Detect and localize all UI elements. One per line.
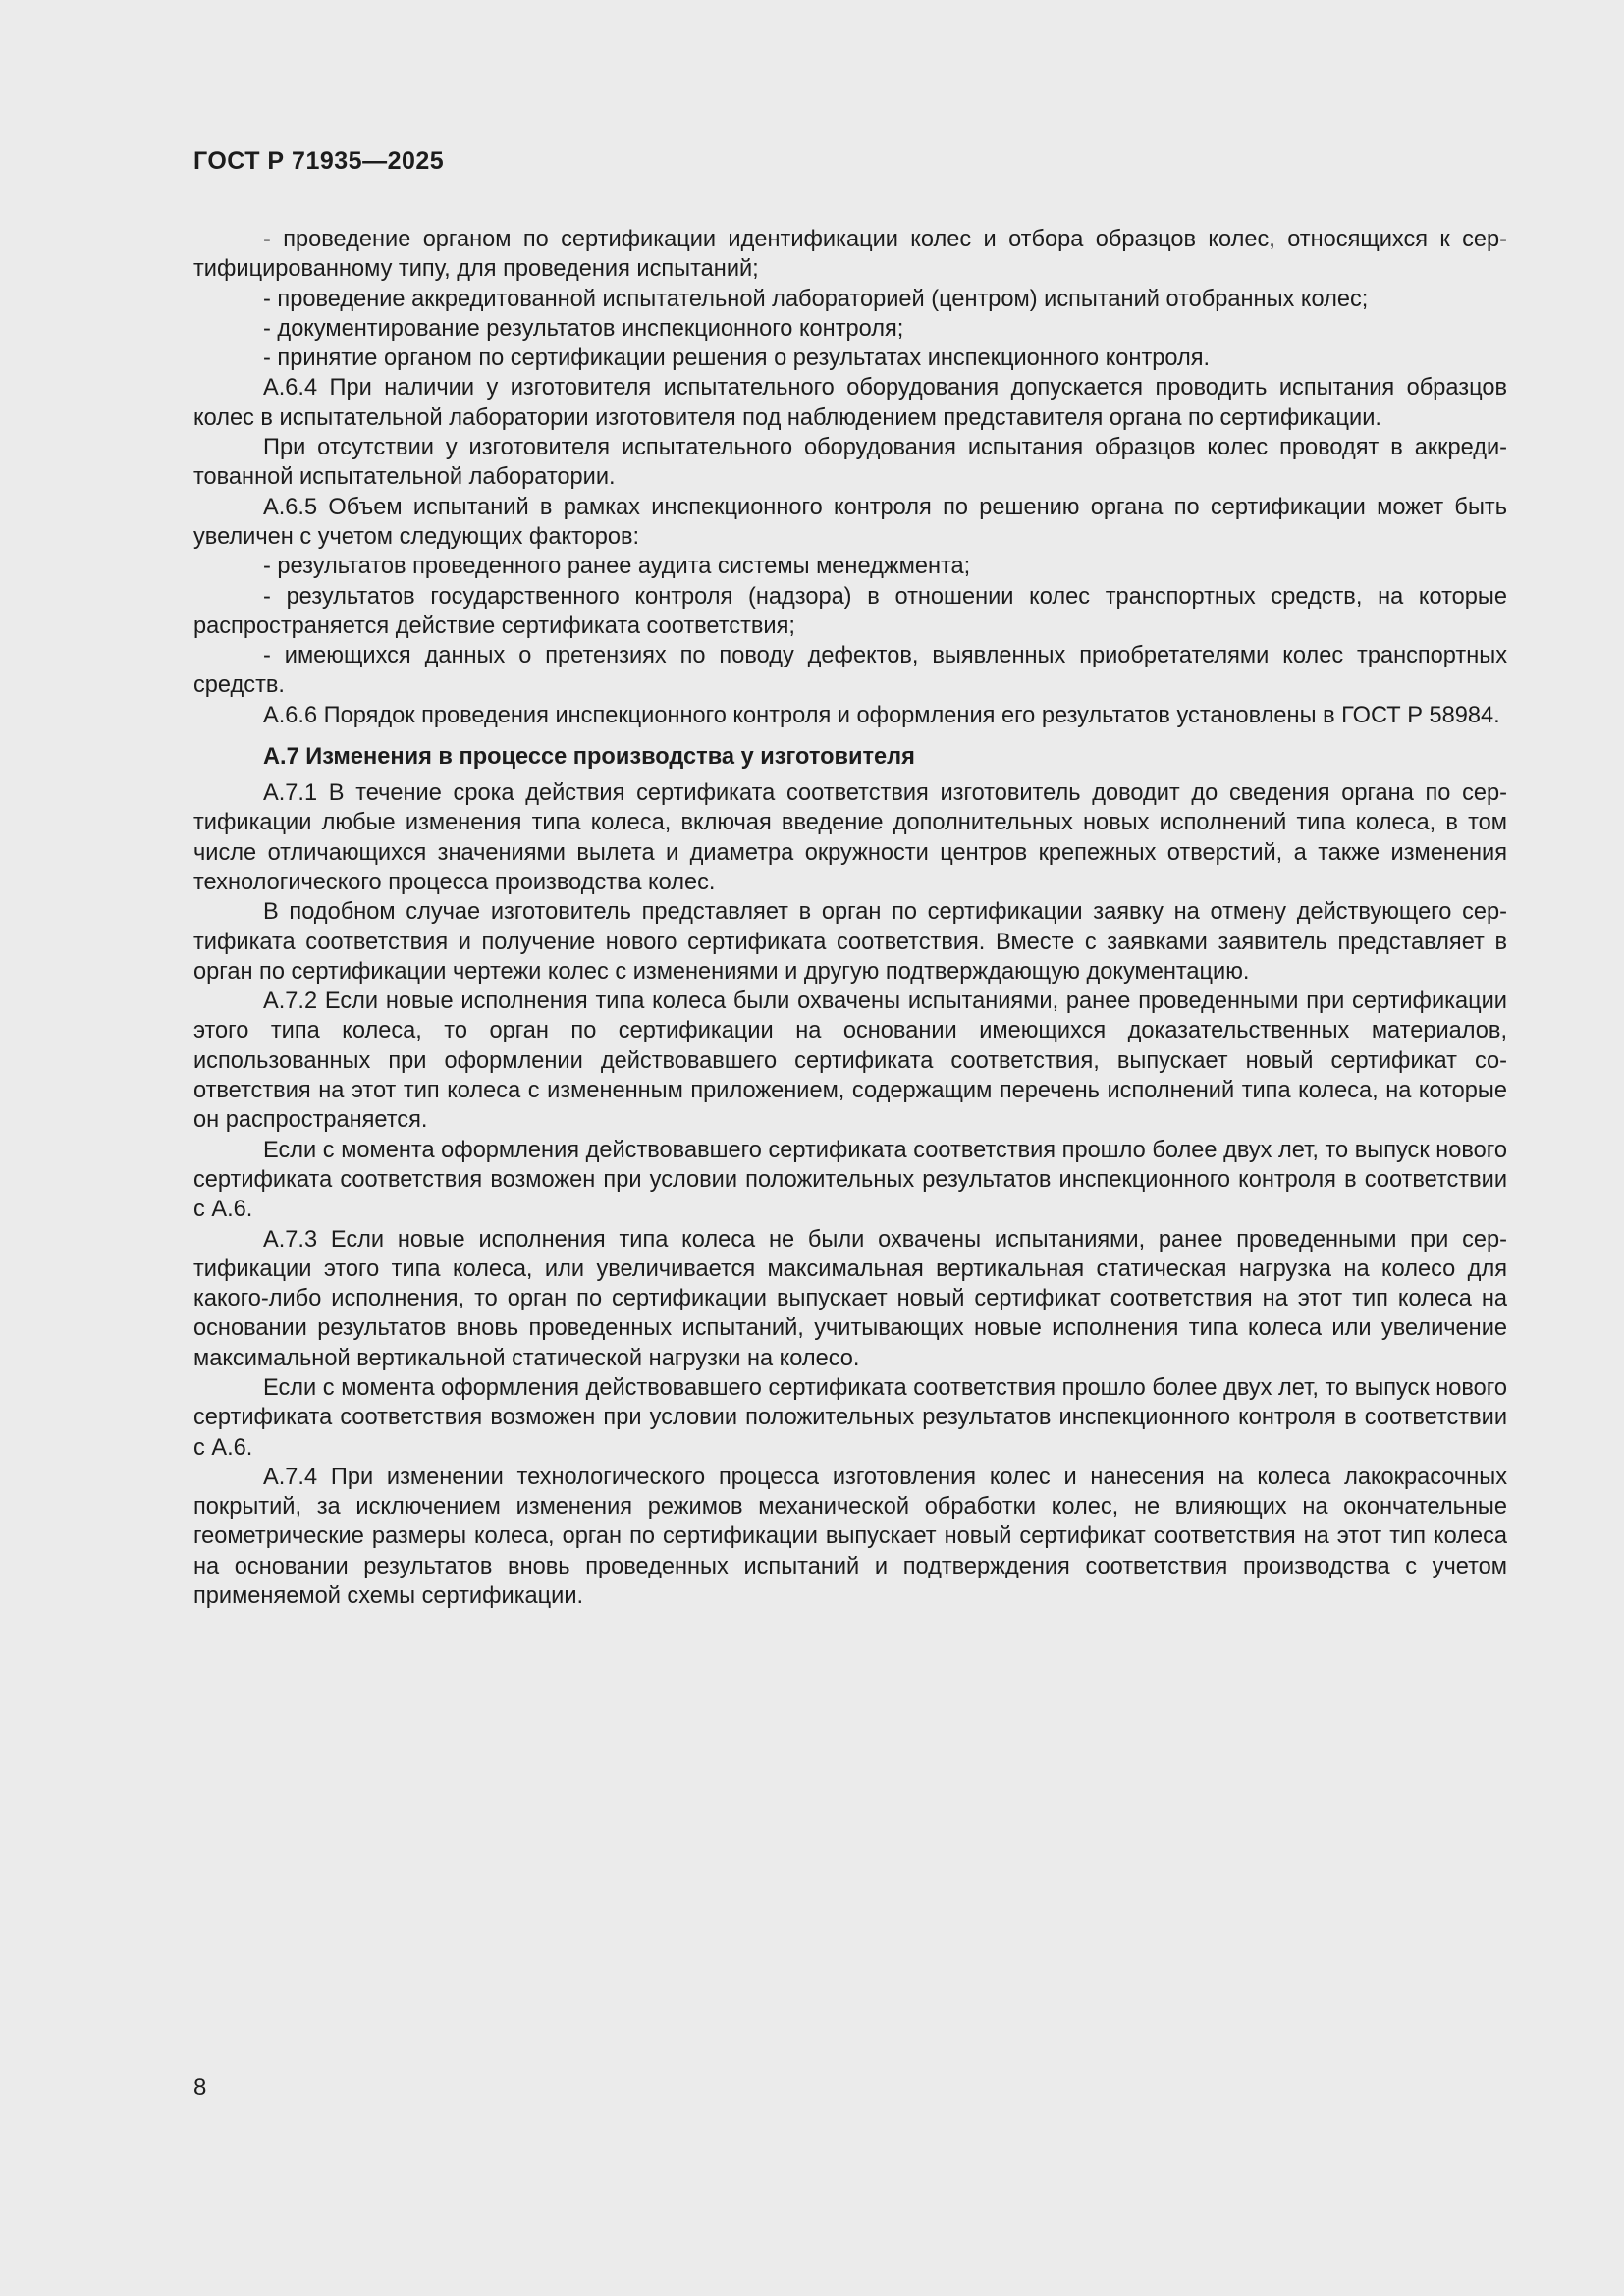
list-item: - результатов проведенного ранее аудита системы менеджмента; [193,552,1507,581]
page-number: 8 [193,2074,207,2101]
list-item: - проведение органом по сертификации идентификации колес и отбора образцов колес, относящихся к сертифицированному типу, для проведения испытаний; [193,225,1507,285]
paragraph-a66: А.6.6 Порядок проведения инспекционного контроля и оформления его результатов установлены в ГОСТ Р 58984. [263,702,1500,728]
section-heading-a7: А.7 Изменения в процессе производства у изготовителя [263,744,915,771]
paragraph-a65: А.6.5 Объем испытаний в рамках инспекционного контроля по решению органа по сертификации может быть увеличен с учетом следующих факторов: [193,494,1507,550]
paragraph-a73: А.7.3 Если новые исполнения типа колеса не были охвачены испытаниями, ранее проведенными при сертификации этого типа колеса, или увеличивается максимальная вертикальная статическая нагрузка на колесо для какого-либо исполнения, то орган по сертификации выпускает новый сертификат соответствия на этот тип колеса на основании результатов вновь проведенных испытаний, учитывающих новые исполнения типа колеса или увеличение максимальной вертикальной статической нагрузки на колесо. [193,1226,1507,1371]
paragraph-a74: А.7.4 При изменении технологического процесса изготовления колес и нанесения на колеса лакокрасочных покрытий, за исключением изменения режимов механической обработки колес, не влияющих на окончательные геометрические размеры колеса, орган по сертификации выпускает новый сертификат соответствия на этот тип колеса на основании результатов вновь проведенных испытаний и подтверждения соответствия производства с учетом применяемой схемы сертификации. [193,1464,1507,1610]
paragraph-a72: А.7.2 Если новые исполнения типа колеса были охвачены испытаниями, ранее проведенными при сертификации этого типа колеса, то орган по сертификации на основании имеющихся доказательственных материалов, использованных при оформлении действовавшего сертификата соответствия, выпускает новый сертификат соответствия на этот тип колеса с измененным приложением, содержащим перечень исполнений типа колеса, на которые он распространяется. [193,988,1507,1134]
list-item: - документирование результатов инспекционного контроля; [193,314,1507,344]
list-item: - проведение аккредитованной испытательной лабораторией (центром) испытаний отобранных колес; [193,285,1507,314]
list-item: - результатов государственного контроля (надзора) в отношении колес транспортных средств, на которые распространяется действие сертификата соответствия; [193,582,1507,642]
document-body [193,225,1507,1611]
paragraph-a64: А.6.4 При наличии у изготовителя испытательного оборудования допускается проводить испытания образцов колес в испытательной лаборатории изготовителя под наблюдением представителя органа по сертификации. [193,375,1507,431]
standard-code-header: ГОСТ Р 71935—2025 [193,147,445,175]
paragraph-a72-continued: Если с момента оформления действовавшего сертификата соответствия прошло более двух лет, то выпуск нового сертификата соответствия возможен при условии положительных результатов инспекционного контроля в соответствии с А.6. [193,1137,1507,1223]
list-item: - имеющихся данных о претензиях по поводу дефектов, выявленных приобретателями колес транспортных средств. [193,641,1507,701]
paragraph-a64-continued: При отсутствии у изготовителя испытательного оборудования испытания образцов колес проводят в аккредитованной испытательной лаборатории. [193,435,1507,491]
paragraph-a71: А.7.1 В течение срока действия сертификата соответствия изготовитель доводит до сведения органа по сертификации любые изменения типа колеса, включая введение дополнительных новых исполнений типа колеса, в том числе отличающихся значениями вылета и диаметра окружности центров крепежных отверстий, а также изменения технологического процесса производства колес. [193,780,1507,895]
paragraph-a73-continued: Если с момента оформления действовавшего сертификата соответствия прошло более двух лет, то выпуск нового сертификата соответствия возможен при условии положительных результатов инспекционного контроля в соответствии с А.6. [193,1374,1507,1461]
paragraph-a71-continued: В подобном случае изготовитель представляет в орган по сертификации заявку на отмену действующего сертификата соответствия и получение нового сертификата соответствия. Вместе с заявками заявитель представляет в орган по сертификации чертежи колес с изменениями и другую подтверждающую документацию. [193,899,1507,985]
list-item: - принятие органом по сертификации решения о результатах инспекционного контроля. [193,344,1507,373]
